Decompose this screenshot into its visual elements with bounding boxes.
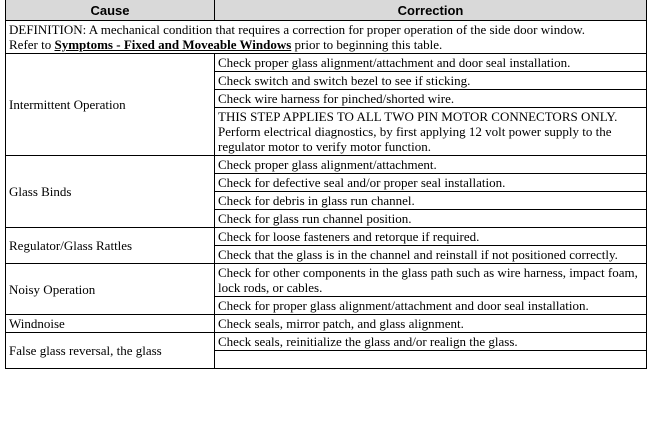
correction-cell: Check for proper glass alignment/attachment and door seal installation. [215,297,647,315]
refer-prefix: Refer to [9,37,55,52]
table-row [6,333,647,351]
cause-cell: Noisy Operation [6,264,215,315]
correction-cell: THIS STEP APPLIES TO ALL TWO PIN MOTOR CONNECTORS ONLY. Perform electrical diagnostics, by first applying 12 volt power supply to the regulator motor to verify motor function. [215,108,647,156]
correction-cell: Check that the glass is in the channel and reinstall if not positioned correctly. [215,246,647,264]
definition-cell [6,21,647,54]
correction-cell: Check seals, mirror patch, and glass alignment. [215,315,647,333]
refer-suffix: prior to beginning this table. [291,37,443,52]
symptoms-link[interactable]: Symptoms - Fixed and Moveable Windows [54,37,292,52]
correction-cell: Check proper glass alignment/attachment and door seal installation. [215,54,647,72]
correction-cell: Check for defective seal and/or proper seal installation. [215,174,647,192]
definition-text: DEFINITION: A mechanical condition that requires a correction for proper operation of the side door window. [9,22,586,37]
correction-cell [215,351,647,369]
header-correction: Correction [215,0,647,21]
correction-cell: Check for other components in the glass path such as wire harness, impact foam, lock rods, or cables. [215,264,647,297]
table-row [6,156,647,174]
cause-cell: Windnoise [6,315,215,333]
correction-cell: Check seals, reinitialize the glass and/or realign the glass. [215,333,647,351]
correction-cell: Check switch and switch bezel to see if sticking. [215,72,647,90]
correction-cell: Check proper glass alignment/attachment. [215,156,647,174]
definition-row [6,21,647,54]
header-row [6,0,647,21]
table-row [6,315,647,333]
correction-cell: Check for loose fasteners and retorque if required. [215,228,647,246]
cause-cell: False glass reversal, the glass [6,333,215,369]
table-row [6,264,647,297]
diagnosis-table [5,0,647,369]
table-row [6,228,647,246]
cause-cell: Regulator/Glass Rattles [6,228,215,264]
table-row [6,54,647,72]
cause-cell: Intermittent Operation [6,54,215,156]
cause-cell: Glass Binds [6,156,215,228]
correction-cell: Check for debris in glass run channel. [215,192,647,210]
header-cause: Cause [6,0,215,21]
correction-cell: Check for glass run channel position. [215,210,647,228]
correction-cell: Check wire harness for pinched/shorted wire. [215,90,647,108]
